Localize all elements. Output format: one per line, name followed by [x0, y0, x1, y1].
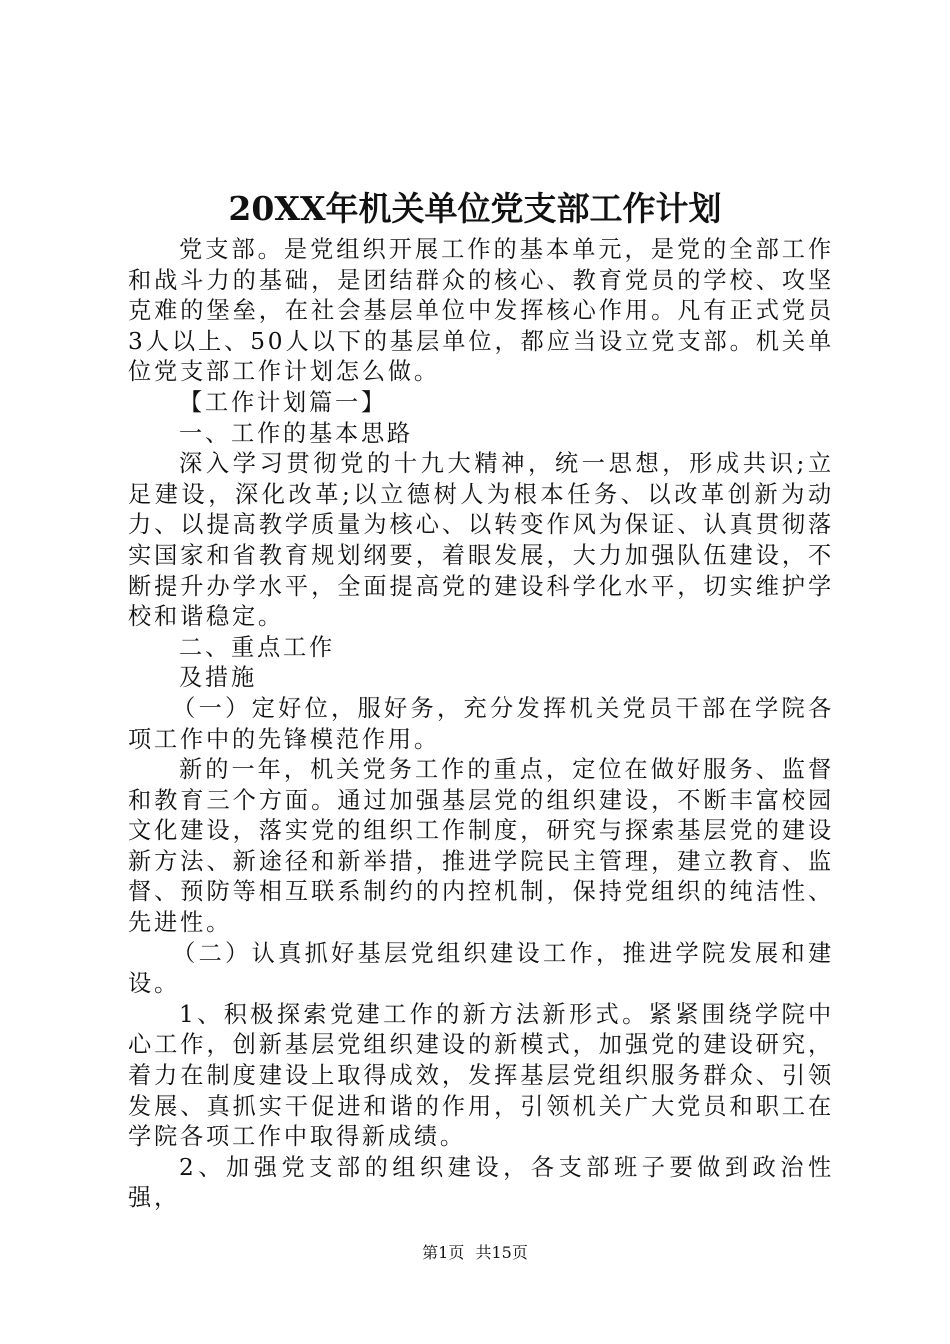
subheading-two: （二）认真抓好基层党组织建设工作，推进学院发展和建设。 — [128, 939, 834, 998]
paragraph-intro: 党支部。是党组织开展工作的基本单元，是党的全部工作和战斗力的基础，是团结群众的核心、教育党员的学校、攻坚克难的堡垒，在社会基层单位中发挥核心作用。凡有正式党员3人以上、50人以下的基层单位，都应当设立党支部。机关单位党支部工作计划怎么做。 — [128, 236, 834, 386]
section-label-plan-one: 【工作计划篇一】 — [179, 388, 387, 416]
page-footer — [0, 1243, 950, 1263]
paragraph-item-2: 2、加强党支部的组织建设，各支部班子要做到政治性强， — [128, 1153, 834, 1212]
document-title: 20XX年机关单位党支部工作计划 — [228, 189, 722, 228]
paragraph-new-year: 新的一年，机关党务工作的重点，定位在做好服务、监督和教育三个方面。通过加强基层党的组织建设，不断丰富校园文化建设，落实党的组织工作制度，研究与探索基层党的建设新方法、新途径和新举措，推进学院民主管理，建立教育、监督、预防等相互联系制约的内控机制，保持党组织的纯洁性、先进性。 — [128, 756, 834, 937]
document-body — [128, 235, 834, 1214]
heading-measures: 及措施 — [179, 664, 257, 692]
subheading-one: （一）定好位，服好务，充分发挥机关党员干部在学院各项工作中的先锋模范作用。 — [128, 694, 834, 753]
page-number: 第1页 — [422, 1243, 465, 1262]
heading-key-work: 二、重点工作 — [179, 633, 335, 661]
paragraph-basic-ideas: 深入学习贯彻党的十九大精神，统一思想，形成共识;立足建设，深化改革;以立德树人为根本任务、以改革创新为动力、以提高教学质量为核心、以转变作风为保证、认真贯彻落实国家和省教育规划纲要，着眼发展，大力加强队伍建设，不断提升办学水平，全面提高党的建设科学化水平，切实维护学校和谐稳定。 — [128, 450, 834, 631]
page-total: 共15页 — [475, 1243, 528, 1262]
heading-basic-ideas: 一、工作的基本思路 — [179, 419, 413, 447]
paragraph-item-1: 1、积极探索党建工作的新方法新形式。紧紧围绕学院中心工作，创新基层党组织建设的新模式，加强党的建设研究，着力在制度建设上取得成效，发挥基层党组织服务群众、引领发展、真抓实干促进和谐的作用，引领机关广大党员和职工在学院各项工作中取得新成绩。 — [128, 1000, 834, 1151]
